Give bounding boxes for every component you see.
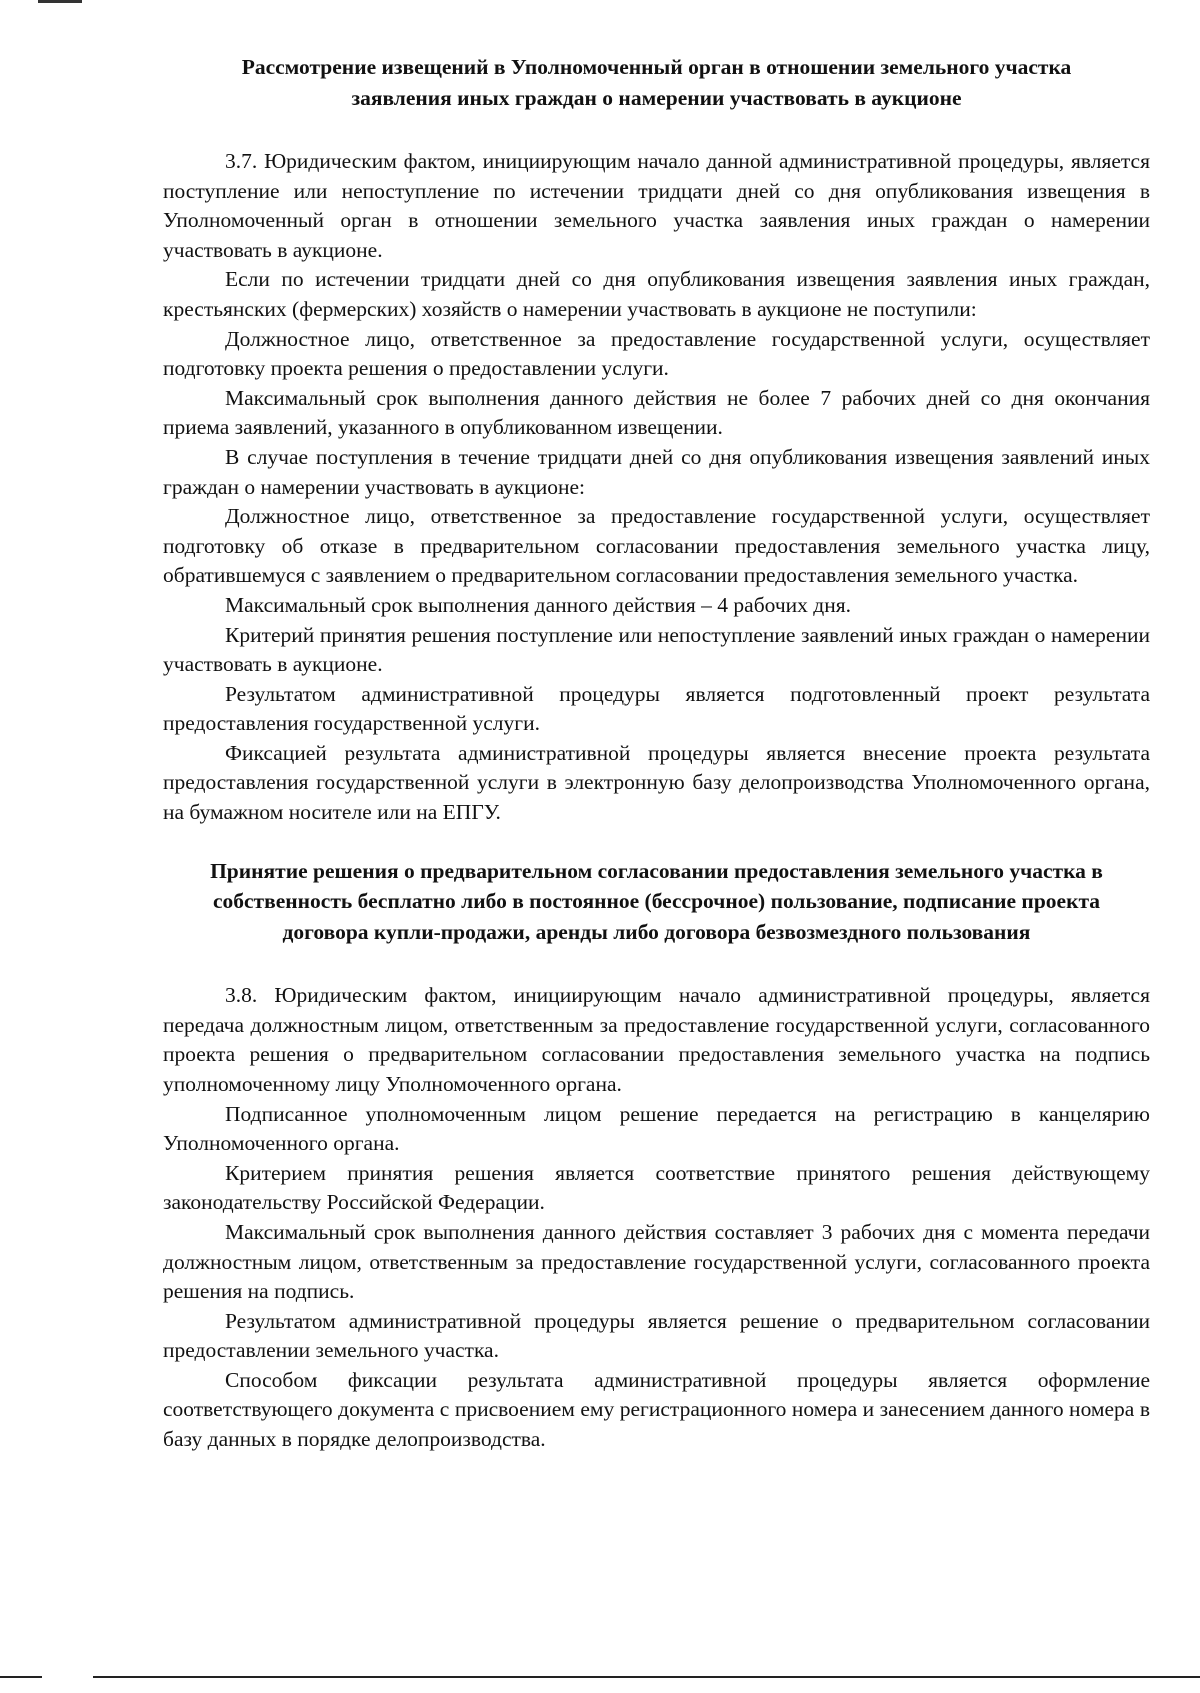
paragraph: Результатом административной процедуры является решение о предварительном согласовании предоставлении земельного участка. — [163, 1308, 1150, 1363]
paragraph: Максимальный срок выполнения данного действия не более 7 рабочих дней со дня окончания приема заявлений, указанного в опубликованном извещении. — [163, 385, 1150, 440]
paragraph: Критерием принятия решения является соответствие принятого решения действующему законодательству Российской Федерации. — [163, 1160, 1150, 1215]
section-heading-3-7: Рассмотрение извещений в Уполномоченный орган в отношении земельного участка заявления иных граждан о намерении участвовать в аукционе — [241, 55, 1072, 110]
paragraph: В случае поступления в течение тридцати дней со дня опубликования извещения заявлений иных граждан о намерении участвовать в аукционе: — [163, 444, 1150, 499]
footer-rule — [93, 1676, 1200, 1678]
scan-corner-mark — [38, 0, 82, 3]
section-heading-3-8: Принятие решения о предварительном согласовании предоставления земельного участка в собственность бесплатно либо в постоянное (бессрочное) пользование, подписание проекта договора купли-продажи, аренды либо договора безвозмездного пользования — [210, 858, 1103, 944]
paragraph: Фиксацией результата административной процедуры является внесение проекта результата предоставления государственной услуги в электронную базу делопроизводства Уполномоченного органа, на бумажном носителе или на ЕПГУ. — [163, 740, 1150, 825]
paragraph: 3.7. Юридическим фактом, инициирующим начало данной административной процедуры, является поступление или непоступление по истечении тридцати дней со дня опубликования извещения в Уполномоченный орган в отношении земельного участка заявления иных граждан о намерении участвовать в аукционе. — [163, 149, 1150, 262]
paragraph: Подписанное уполномоченным лицом решение передается на регистрацию в канцелярию Уполномоченного органа. — [163, 1101, 1150, 1156]
paragraph: Способом фиксации результата административной процедуры является оформление соответствующего документа с присвоением ему регистрационного номера и занесением данного номера в базу данных в порядке делопроизводства. — [163, 1367, 1150, 1452]
section-3-8 — [163, 981, 1150, 1455]
paragraph: 3.8. Юридическим фактом, инициирующим начало административной процедуры, является передача должностным лицом, ответственным за предоставление государственной услуги, согласованного проекта решения о предварительном согласовании предоставления земельного участка на подпись уполномоченному лицу Уполномоченного органа. — [163, 983, 1150, 1096]
paragraph: Должностное лицо, ответственное за предоставление государственной услуги, осуществляет подготовку проекта решения о предоставлении услуги. — [163, 326, 1150, 381]
paragraph: Максимальный срок выполнения данного действия – 4 рабочих дня. — [225, 592, 851, 617]
paragraph: Критерий принятия решения поступление или непоступление заявлений иных граждан о намерении участвовать в аукционе. — [163, 622, 1150, 677]
paragraph: Результатом административной процедуры является подготовленный проект результата предоставления государственной услуги. — [163, 681, 1150, 736]
paragraph: Максимальный срок выполнения данного действия составляет 3 рабочих дня с момента передачи должностным лицом, ответственным за предоставление государственной услуги, согласованного проекта решения на подпись. — [163, 1219, 1150, 1304]
paragraph: Должностное лицо, ответственное за предоставление государственной услуги, осуществляет подготовку об отказе в предварительном согласовании предоставления земельного участка лицу, обратившемуся с заявлением о предварительном согласовании предоставления земельного участка. — [163, 504, 1150, 588]
document-body — [163, 52, 1150, 1455]
paragraph: Если по истечении тридцати дней со дня опубликования извещения заявления иных граждан, крестьянских (фермерских) хозяйств о намерении участвовать в аукционе не поступили: — [163, 267, 1150, 321]
footer-rule — [0, 1676, 42, 1678]
section-3-7 — [163, 147, 1150, 828]
